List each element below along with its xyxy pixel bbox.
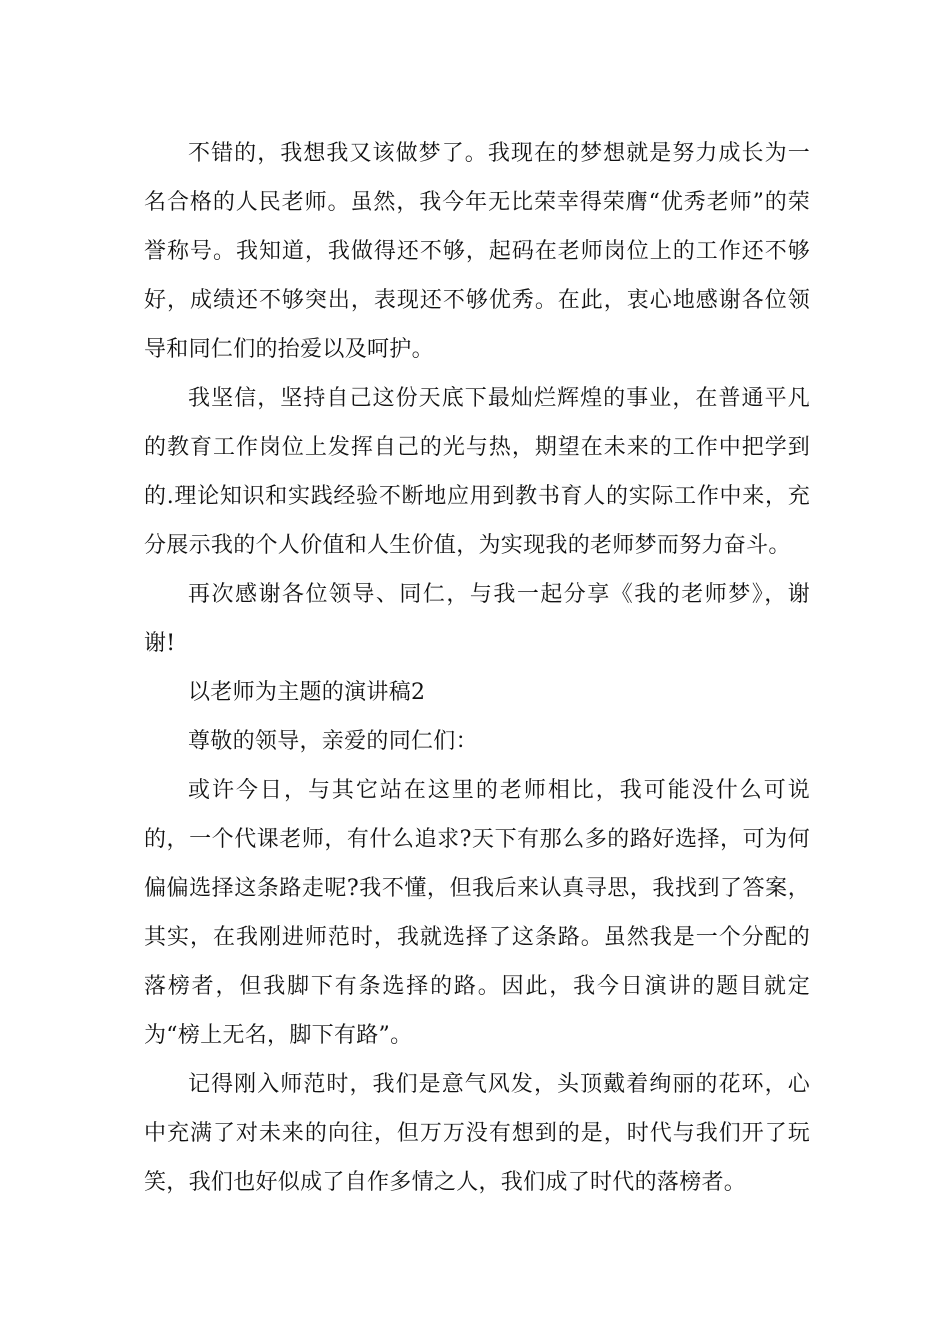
paragraph-memory: 记得刚入师范时，我们是意气风发，头顶戴着绚丽的花环，心中充满了对未来的向往，但万万没有想到的是，时代与我们开了玩笑，我们也好似成了自作多情之人，我们成了时代的落榜者。 <box>144 1072 810 1195</box>
paragraph-belief: 我坚信，坚持自己这份天底下最灿烂辉煌的事业，在普通平凡的教育工作岗位上发挥自己的光与热，期望在未来的工作中把学到的.理论知识和实践经验不断地应用到教书育人的实际工作中来，充分展示我的个人价值和人生价值，为实现我的老师梦而努力奋斗。 <box>144 386 810 558</box>
salutation: 尊敬的领导，亲爱的同仁们： <box>188 729 478 754</box>
paragraph-substitute-teacher: 或许今日，与其它站在这里的老师相比，我可能没什么可说的，一个代课老师，有什么追求?天下有那么多的路好选择，可为何偏偏选择这条路走呢?我不懂，但我后来认真寻思，我找到了答案，其实，在我刚进师范时，我就选择了这条路。虽然我是一个分配的落榜者，但我脚下有条选择的路。因此，我今日演讲的题目就定为“榜上无名，脚下有路”。 <box>144 778 810 1048</box>
document-body <box>144 129 810 1207</box>
paragraph-thanks: 再次感谢各位领导、同仁，与我一起分享《我的老师梦》，谢谢! <box>144 582 810 656</box>
speech-title: 以老师为主题的演讲稿2 <box>188 680 426 705</box>
paragraph-dream: 不错的，我想我又该做梦了。我现在的梦想就是努力成长为一名合格的人民老师。虽然，我今年无比荣幸得荣膺“优秀老师”的荣誉称号。我知道，我做得还不够，起码在老师岗位上的工作还不够好，成绩还不够突出，表现还不够优秀。在此，衷心地感谢各位领导和同仁们的抬爱以及呵护。 <box>144 141 810 362</box>
